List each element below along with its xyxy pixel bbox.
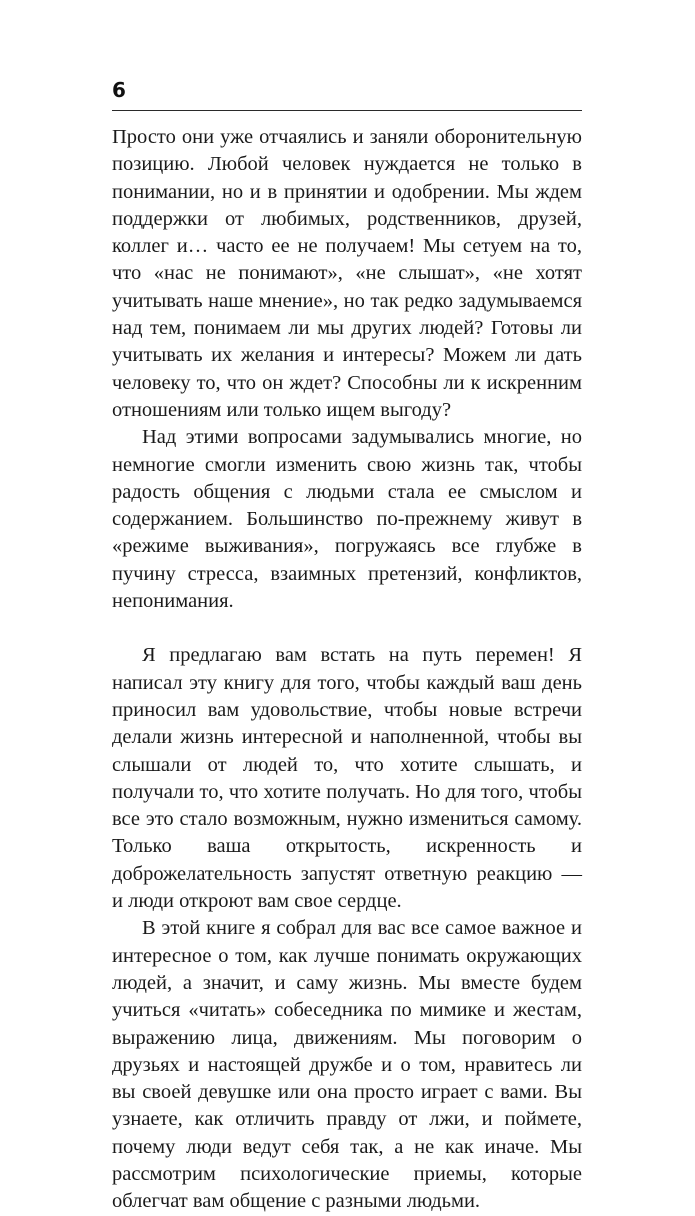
paragraph-2: Над этими вопросами задумывались многие, но немногие смогли изменить свою жизнь так, чтобы радость общения с людьми стала ее смыслом и содержанием. Большинство по-прежнему живут в «режиме выживания», погружаясь все глубже в пучину стресса, взаимных претензий, конфликтов, непонимания. xyxy=(112,426,582,613)
paragraph-1: Просто они уже отчаялись и заняли оборонительную позицию. Любой человек нуждается не только в понимании, но и в принятии и одобрении. Мы ждем поддержки от любимых, родственников, друзей, коллег и… часто ее не получаем! Мы сетуем на то, что «нас не понимают», «не слышат», «не хотят учитывать наше мнение», но так редко задумываемся над тем, понимаем ли мы других людей? Готовы ли учитывать их желания и интересы? Можем ли дать человеку то, что он ждет? Способны ли к искренним отношениям или только ищем выгоду? xyxy=(112,126,582,421)
page-number: 6 xyxy=(112,78,126,102)
body-text xyxy=(112,124,582,1216)
header-divider xyxy=(112,110,582,111)
section-gap xyxy=(112,615,582,642)
paragraph-3: Я предлагаю вам встать на путь перемен! Я написал эту книгу для того, чтобы каждый ваш день приносил вам удовольствие, чтобы новые встречи делали жизнь интересной и наполненной, чтобы вы слышали от людей то, что хотите слышать, и получали то, что хотите получать. Но для того, чтобы все это стало возможным, нужно измениться самому. Только ваша открытость, искренность и доброжелательность запустят ответную реакцию — и люди откроют вам свое сердце. xyxy=(112,644,582,913)
paragraph-4: В этой книге я собрал для вас все самое важное и интересное о том, как лучше понимать окружающих людей, а значит, и саму жизнь. Мы вместе будем учиться «читать» собеседника по мимике и жестам, выражению лица, движениям. Мы поговорим о друзьях и настоящей дружбе и о том, нравитесь ли вы своей девушке или она просто играет с вами. Вы узнаете, как отличить правду от лжи, и поймете, почему люди ведут себя так, а не как иначе. Мы рассмотрим психологические приемы, которые облегчат вам общение с разными людьми. xyxy=(112,917,582,1213)
